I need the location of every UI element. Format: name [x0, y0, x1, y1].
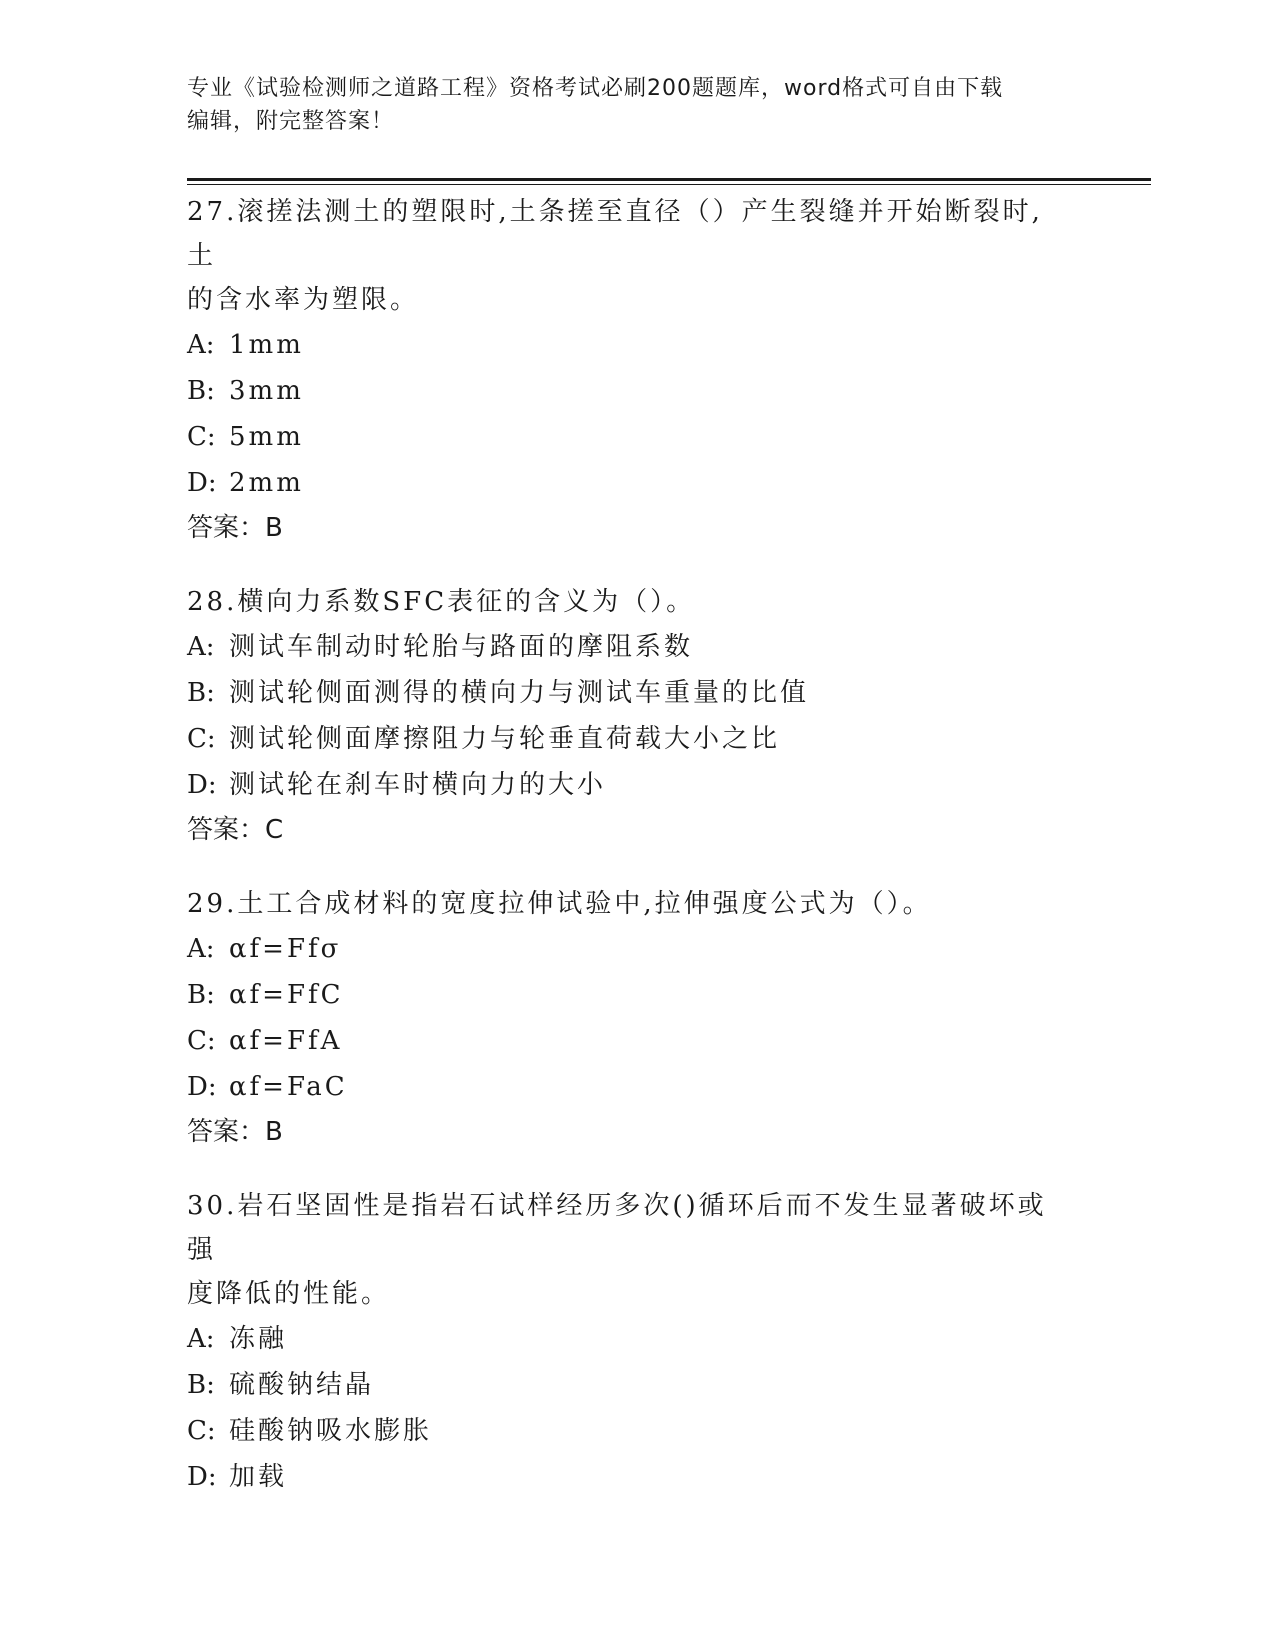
- option-a: [187, 322, 1067, 368]
- option-key: D:: [187, 1462, 217, 1492]
- option-a: [187, 624, 1067, 670]
- option-text: 2mm: [229, 468, 304, 498]
- option-key: D:: [187, 770, 217, 800]
- document-header: [187, 72, 1067, 138]
- question-stem-line-1: 27.滚搓法测土的塑限时,土条搓至直径（）产生裂缝并开始断裂时,土: [187, 197, 1043, 271]
- option-text: αf=FaC: [229, 1072, 348, 1102]
- option-key: B:: [187, 376, 215, 406]
- option-text: 硅酸钠吸水膨胀: [229, 1416, 433, 1446]
- question-28: [187, 580, 1067, 852]
- option-text: 5mm: [229, 422, 304, 452]
- header-divider-thin: [187, 184, 1151, 185]
- option-key: C:: [187, 422, 216, 452]
- option-key: A:: [187, 1324, 215, 1354]
- answer: 答案：B: [187, 1117, 283, 1147]
- option-key: D:: [187, 1072, 217, 1102]
- option-c: [187, 1018, 1067, 1064]
- option-key: B:: [187, 1370, 215, 1400]
- option-text: αf=Ffσ: [229, 934, 342, 964]
- option-d: [187, 1064, 1067, 1110]
- option-b: [187, 368, 1067, 414]
- question-stem: [187, 882, 1067, 926]
- option-text: 3mm: [229, 376, 304, 406]
- question-stem: [187, 190, 1067, 322]
- option-text: 测试车制动时轮胎与路面的摩阻系数: [229, 632, 694, 662]
- option-text: 加载: [229, 1462, 288, 1492]
- option-b: [187, 1362, 1067, 1408]
- option-key: A:: [187, 330, 215, 360]
- option-text: 测试轮在刹车时横向力的大小: [229, 770, 607, 800]
- option-text: 1mm: [229, 330, 304, 360]
- option-text: αf=FfC: [229, 980, 344, 1010]
- option-key: C:: [187, 1026, 216, 1056]
- option-key: B:: [187, 980, 215, 1010]
- option-a: [187, 1316, 1067, 1362]
- option-d: [187, 1454, 1067, 1500]
- option-b: [187, 972, 1067, 1018]
- question-stem-line-1: 30.岩石坚固性是指岩石试样经历多次()循环后而不发生显著破坏或强: [187, 1191, 1047, 1265]
- question-stem-line-1: 29.土工合成材料的宽度拉伸试验中,拉伸强度公式为（）。: [187, 889, 932, 919]
- question-stem-line-2: 的含水率为塑限。: [187, 285, 420, 315]
- option-key: C:: [187, 1416, 216, 1446]
- option-c: [187, 414, 1067, 460]
- option-key: C:: [187, 724, 216, 754]
- header-line-2: 编辑，附完整答案！: [187, 109, 395, 134]
- option-c: [187, 1408, 1067, 1454]
- option-text: 测试轮侧面测得的横向力与测试车重量的比值: [229, 678, 810, 708]
- question-list: [187, 190, 1067, 1530]
- header-line-1: 专业《试验检测师之道路工程》资格考试必刷200题题库，word格式可自由下载: [187, 76, 1004, 101]
- option-key: B:: [187, 678, 215, 708]
- option-text: 硫酸钠结晶: [229, 1370, 375, 1400]
- question-30: [187, 1184, 1067, 1500]
- question-stem-line-1: 28.横向力系数SFC表征的含义为（）。: [187, 587, 696, 617]
- option-text: 测试轮侧面摩擦阻力与轮垂直荷载大小之比: [229, 724, 781, 754]
- option-key: A:: [187, 632, 215, 662]
- option-text: 冻融: [229, 1324, 288, 1354]
- question-stem-line-2: 度降低的性能。: [187, 1279, 391, 1309]
- question-29: [187, 882, 1067, 1154]
- option-key: D:: [187, 468, 217, 498]
- question-27: [187, 190, 1067, 550]
- question-stem: [187, 1184, 1067, 1316]
- header-divider-thick: [187, 178, 1151, 181]
- option-a: [187, 926, 1067, 972]
- option-text: αf=FfA: [229, 1026, 343, 1056]
- answer: 答案：B: [187, 513, 283, 543]
- option-key: A:: [187, 934, 215, 964]
- question-stem: [187, 580, 1067, 624]
- answer: 答案：C: [187, 815, 284, 845]
- option-d: [187, 460, 1067, 506]
- option-d: [187, 762, 1067, 808]
- option-b: [187, 670, 1067, 716]
- option-c: [187, 716, 1067, 762]
